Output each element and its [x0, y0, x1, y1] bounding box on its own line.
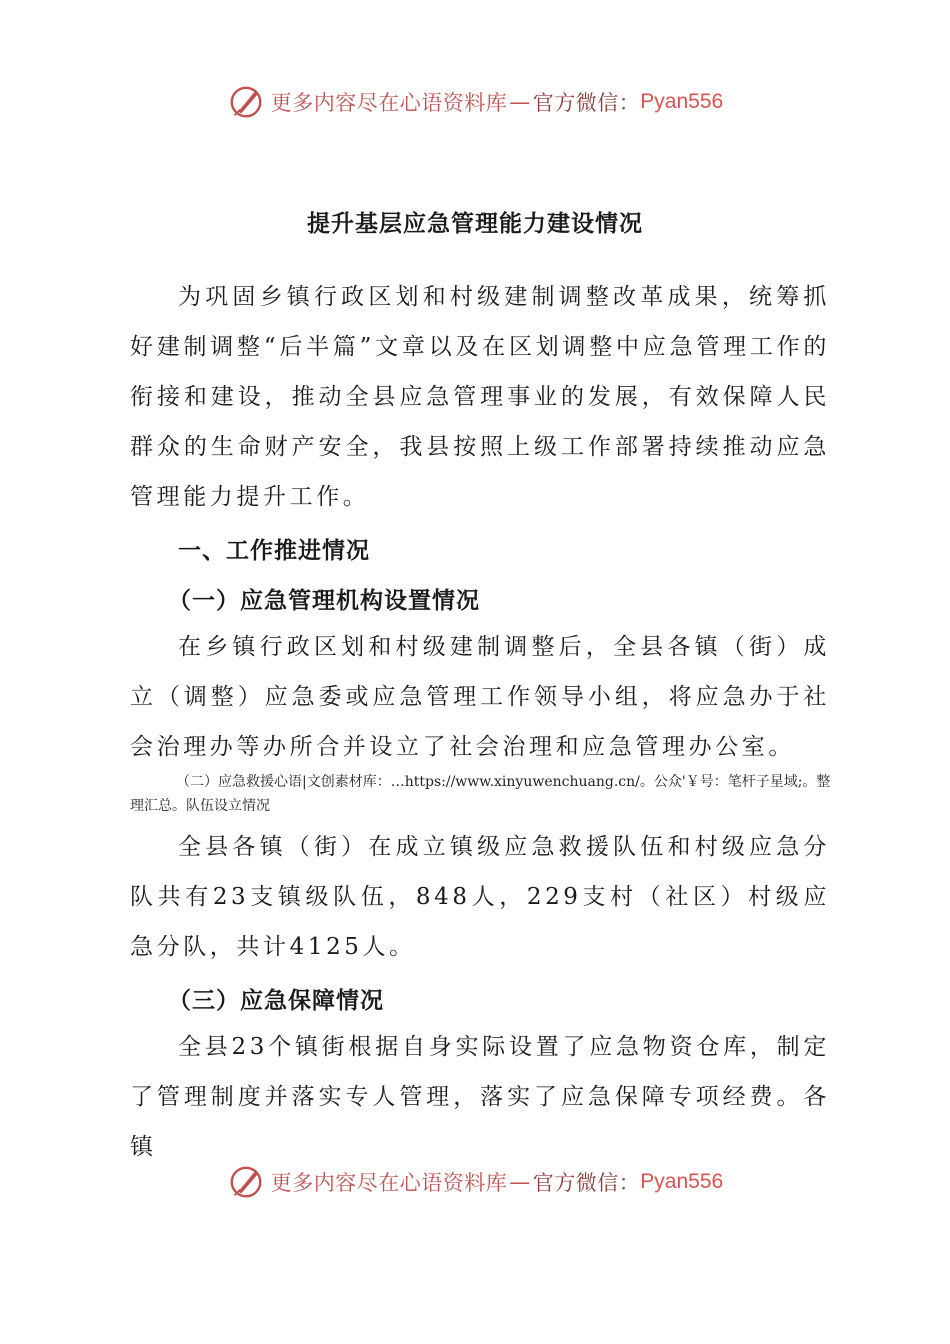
subsection1-heading: （一）应急管理机构设置情况	[168, 588, 480, 614]
footer-separator: —	[509, 1170, 531, 1194]
header-banner	[0, 80, 950, 124]
document-title: 提升基层应急管理能力建设情况	[307, 211, 643, 237]
footer-main-text: 更多内容尽在心语资料库	[270, 1171, 508, 1195]
quill-logo-icon	[227, 83, 265, 121]
quill-logo-icon	[227, 1163, 265, 1201]
subsection2-heading-watermark: （二）应急救援心语|文创素材库：…https://www.xinyuwenchuang.cn/。公众'￥号：笔杆子星域;。整理汇总。队伍设立情况	[130, 774, 831, 814]
banner-wechat-id: Pyan556	[640, 90, 724, 113]
subsection1-body: 在乡镇行政区划和村级建制调整后，全县各镇（街）成立（调整）应急委或应急管理工作领导小组，将应急办于社会治理办等办所合并设立了社会治理和应急管理办公室。	[130, 634, 830, 760]
banner-wechat-label: 官方微信：	[532, 91, 641, 115]
banner-separator: —	[509, 90, 531, 114]
footer-wechat-id: Pyan556	[640, 1170, 724, 1193]
footer-banner	[0, 1160, 950, 1204]
intro-paragraph: 为巩固乡镇行政区划和村级建制调整改革成果，统筹抓好建制调整“后半篇”文章以及在区划调整中应急管理工作的衔接和建设，推动全县应急管理事业的发展，有效保障人民群众的生命财产安全，我县按照上级工作部署持续推动应急管理能力提升工作。	[130, 284, 830, 510]
footer-wechat-label: 官方微信：	[532, 1171, 641, 1195]
subsection3-body: 全县23个镇街根据自身实际设置了应急物资仓库，制定了管理制度并落实专人管理，落实了应急保障专项经费。各镇	[130, 1034, 830, 1160]
subsection2-body: 全县各镇（街）在成立镇级应急救援队伍和村级应急分队共有23支镇级队伍，848人，229支村（社区）村级应急分队，共计4125人。	[130, 834, 830, 960]
subsection3-heading: （三）应急保障情况	[168, 988, 384, 1014]
banner-main-text: 更多内容尽在心语资料库	[270, 91, 508, 115]
section1-heading: 一、工作推进情况	[178, 538, 370, 564]
